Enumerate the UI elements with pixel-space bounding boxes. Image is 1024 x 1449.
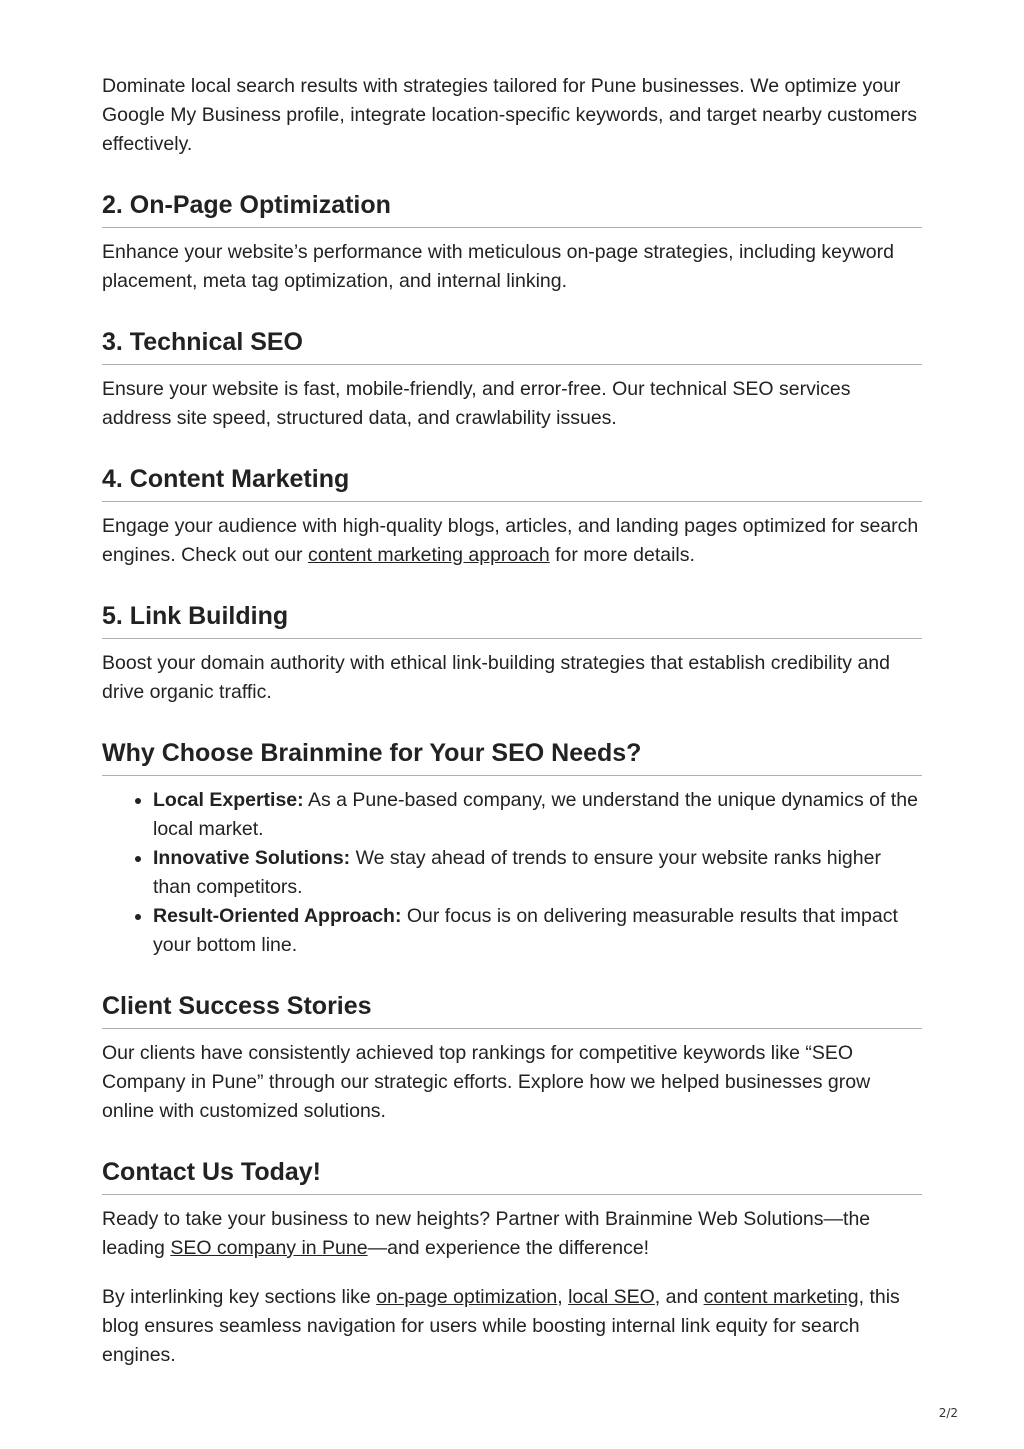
list-item-text: Our focus is on delivering measurable results that impact your bottom line. bbox=[153, 905, 898, 956]
section-content-marketing bbox=[102, 463, 922, 570]
document-page bbox=[102, 72, 922, 1370]
paragraph-text: —and experience the difference! bbox=[367, 1237, 650, 1259]
local-seo-link[interactable]: local SEO bbox=[568, 1286, 655, 1308]
content-marketing-approach-link[interactable]: content marketing approach bbox=[307, 544, 550, 566]
section-contact bbox=[102, 1156, 922, 1370]
paragraph-text: By interlinking key sections like bbox=[102, 1286, 377, 1308]
list-item-lead: Local Expertise: bbox=[153, 789, 304, 811]
section-paragraph bbox=[102, 1205, 922, 1263]
section-paragraph: Ensure your website is fast, mobile-friendly, and error-free. Our technical SEO services address site speed, structured data, and crawlability issues. bbox=[102, 378, 851, 429]
list-item bbox=[153, 786, 922, 844]
section-technical-seo bbox=[102, 326, 922, 433]
paragraph-text: , and bbox=[654, 1286, 704, 1308]
paragraph-text: Engage your audience with high-quality blogs, articles, and landing pages optimized for search engines. Check out our bbox=[102, 515, 919, 566]
section-why-choose bbox=[102, 737, 922, 960]
section-paragraph: Boost your domain authority with ethical link-building strategies that establish credibility and drive organic traffic. bbox=[102, 652, 890, 703]
paragraph-text: Ready to take your business to new heights? Partner with Brainmine Web Solutions—the leading bbox=[102, 1208, 871, 1259]
section-heading: Contact Us Today! bbox=[102, 1156, 922, 1195]
content-marketing-link[interactable]: content marketing bbox=[703, 1286, 859, 1308]
seo-company-pune-link[interactable]: SEO company in Pune bbox=[170, 1237, 368, 1259]
section-heading: Why Choose Brainmine for Your SEO Needs? bbox=[102, 737, 922, 776]
page-number: 2/2 bbox=[938, 1406, 958, 1420]
section-paragraph bbox=[102, 512, 922, 570]
section-paragraph bbox=[102, 1283, 922, 1370]
paragraph-text: for more details. bbox=[549, 544, 695, 566]
paragraph-text: , this blog ensures seamless navigation for users while boosting internal link equity for search engines. bbox=[102, 1286, 900, 1366]
section-on-page-optimization bbox=[102, 189, 922, 296]
list-item bbox=[153, 844, 922, 902]
on-page-optimization-link[interactable]: on-page optimization bbox=[376, 1286, 558, 1308]
reasons-list bbox=[102, 786, 922, 960]
section-heading: 2. On-Page Optimization bbox=[102, 189, 922, 228]
list-item-text: We stay ahead of trends to ensure your website ranks higher than competitors. bbox=[153, 847, 881, 898]
section-heading: 4. Content Marketing bbox=[102, 463, 922, 502]
section-heading: 5. Link Building bbox=[102, 600, 922, 639]
section-client-success bbox=[102, 990, 922, 1126]
local-seo-paragraph: Dominate local search results with strategies tailored for Pune businesses. We optimize your Google My Business profile, integrate location-specific keywords, and target nearby customers effectively. bbox=[102, 75, 918, 155]
list-item-lead: Innovative Solutions: bbox=[153, 847, 351, 869]
section-link-building bbox=[102, 600, 922, 707]
list-item-lead: Result-Oriented Approach: bbox=[153, 905, 402, 927]
paragraph-text: , bbox=[557, 1286, 569, 1308]
section-paragraph: Our clients have consistently achieved top rankings for competitive keywords like “SEO Company in Pune” through our strategic efforts. Explore how we helped businesses grow online with customized solutions. bbox=[102, 1042, 871, 1122]
list-item-text: As a Pune-based company, we understand the unique dynamics of the local market. bbox=[153, 789, 918, 840]
section-paragraph: Enhance your website’s performance with meticulous on-page strategies, including keyword placement, meta tag optimization, and internal linking. bbox=[102, 241, 894, 292]
section-heading: 3. Technical SEO bbox=[102, 326, 922, 365]
section-heading: Client Success Stories bbox=[102, 990, 922, 1029]
list-item bbox=[153, 902, 922, 960]
